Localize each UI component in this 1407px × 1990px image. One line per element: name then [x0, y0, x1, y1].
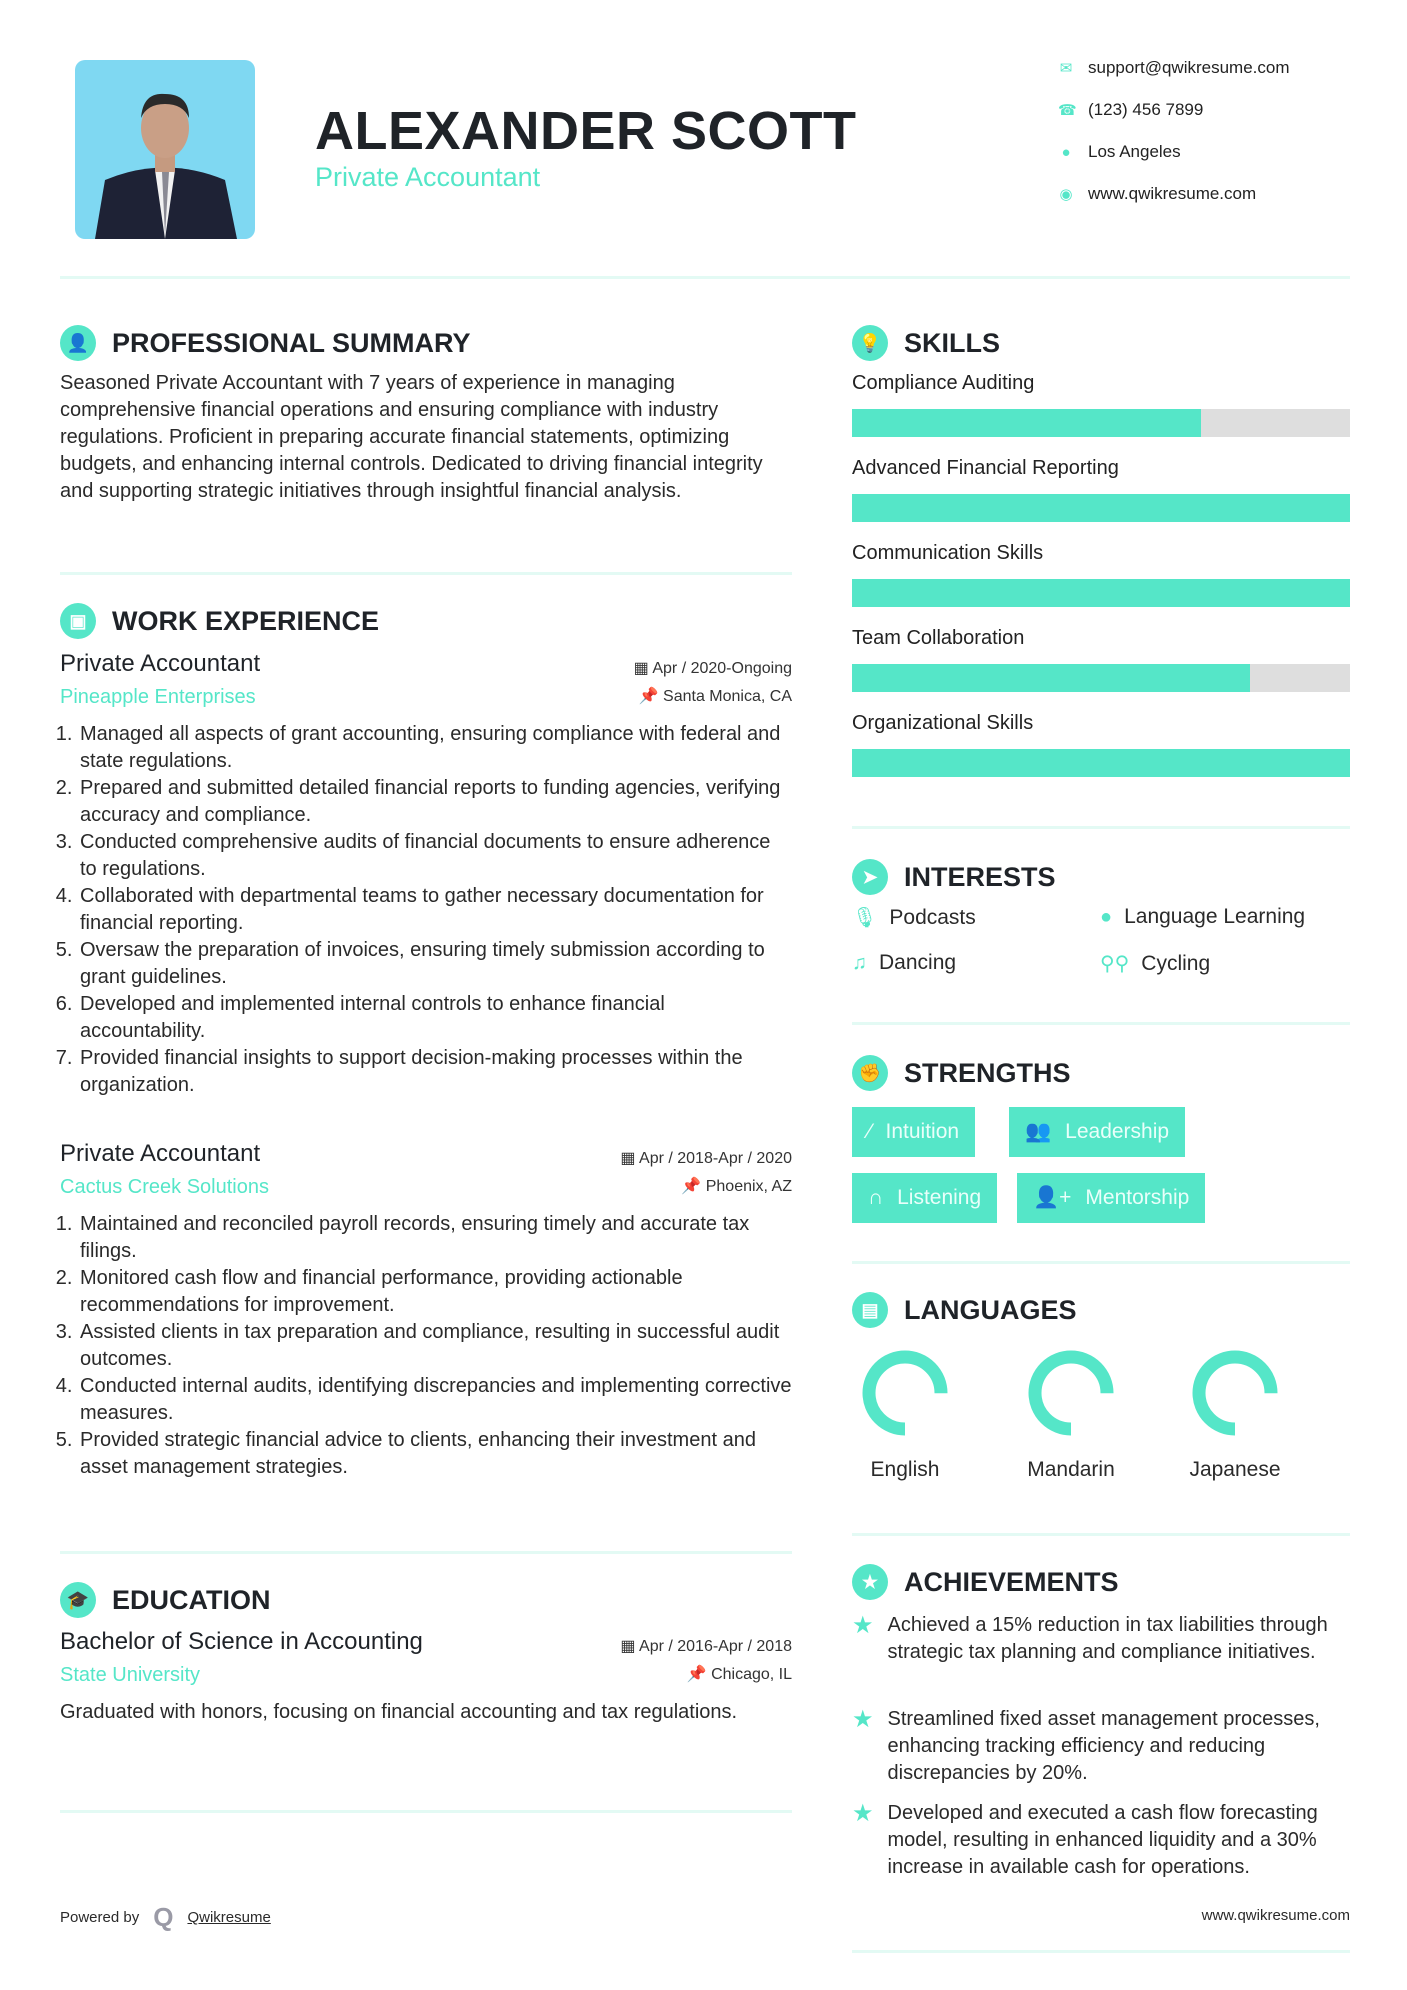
language-item — [1001, 1345, 1141, 1482]
interest-item — [852, 951, 956, 975]
contact-text: www.qwikresume.com — [1088, 184, 1257, 203]
contact-text: Los Angeles — [1088, 142, 1181, 161]
heading-text: WORK EXPERIENCE — [112, 605, 380, 636]
degree: Bachelor of Science in Accounting — [60, 1628, 423, 1655]
powered-by-label: Powered by — [60, 1909, 140, 1926]
briefcase-icon: ▣ — [60, 603, 96, 639]
globe-icon: ● — [1100, 905, 1113, 928]
divider — [60, 1551, 792, 1554]
language-label: Japanese — [1189, 1458, 1281, 1481]
phone-icon: ☎ — [1058, 102, 1077, 119]
section-heading-education — [60, 1582, 271, 1618]
bicycle-icon: ⚲⚲ — [1100, 953, 1130, 975]
skill-item — [852, 712, 1350, 777]
job-entry — [60, 1140, 792, 1481]
section-heading-interests — [852, 859, 1056, 895]
star-icon: ★ — [852, 1612, 874, 1639]
heading-text: STRENGTHS — [904, 1057, 1071, 1088]
skill-label: Team Collaboration — [852, 627, 1025, 649]
list-item: 3. Conducted comprehensive audits of financial documents to ensure adherence to regulations. — [78, 829, 792, 883]
divider — [60, 572, 792, 575]
section-heading-strengths — [852, 1055, 1071, 1091]
job-entry — [60, 650, 792, 1099]
summary-text: Seasoned Private Accountant with 7 years of experience in managing comprehensive financial operations and ensuring compliance with industry regulations. Proficient in preparing accurate financial statements, optimizing budgets, and enhancing internal controls. Dedicated to driving financial integrity and supporting strategic initiatives through insightful financial analysis. — [60, 372, 763, 502]
list-item: 7. Provided financial insights to support decision-making processes within the organization. — [78, 1045, 792, 1099]
strength-label: Mentorship — [1085, 1186, 1190, 1209]
job-company: Cactus Creek Solutions — [60, 1176, 269, 1198]
footer-powered-by — [60, 1902, 271, 1933]
achievement-item — [852, 1612, 1352, 1666]
divider — [60, 1810, 792, 1813]
strength-chip — [1009, 1107, 1185, 1157]
user-plus-icon: 👤+ — [1033, 1186, 1072, 1209]
skill-item — [852, 457, 1350, 522]
job-location: Phoenix, AZ — [705, 1178, 792, 1195]
job-date: Apr / 2020-Ongoing — [652, 660, 792, 677]
skill-bar-fill — [852, 409, 1201, 437]
strength-label: Listening — [897, 1186, 982, 1209]
list-item: 1. Maintained and reconciled payroll records, ensuring timely and accurate tax filings. — [78, 1211, 792, 1265]
language-item — [835, 1345, 975, 1482]
job-date: Apr / 2018-Apr / 2020 — [639, 1150, 792, 1167]
language-level-ring — [1001, 1345, 1141, 1441]
language-level-ring — [835, 1345, 975, 1441]
heading-text: PROFESSIONAL SUMMARY — [112, 327, 471, 358]
fist-icon: ✊ — [852, 1055, 888, 1091]
achievement-text: Achieved a 15% reduction in tax liabilities through strategic tax planning and compliance initiatives. — [887, 1614, 1328, 1663]
divider — [852, 826, 1350, 829]
star-icon: ★ — [852, 1800, 874, 1827]
language-card-icon: ▤ — [852, 1292, 888, 1328]
job-duties — [60, 721, 792, 1099]
magic-wand-icon: ⁄ — [868, 1120, 872, 1143]
pin-icon: 📌 — [681, 1178, 706, 1195]
skill-label: Organizational Skills — [852, 712, 1034, 734]
skill-bar-fill — [852, 749, 1350, 777]
language-level-arc — [869, 1357, 941, 1429]
school: State University — [60, 1664, 201, 1686]
footer-website[interactable]: www.qwikresume.com — [1201, 1907, 1350, 1924]
list-item: 4. Collaborated with departmental teams to gather necessary documentation for financial reporting. — [78, 883, 792, 937]
interest-item — [1100, 905, 1305, 929]
contact-email[interactable] — [1058, 58, 1290, 78]
paper-plane-icon: ➤ — [852, 859, 888, 895]
qwikresume-logo-icon: Q — [153, 1902, 174, 1932]
pin-icon: 📌 — [686, 1666, 712, 1683]
heading-text: INTERESTS — [904, 861, 1056, 892]
section-heading-achievements — [852, 1564, 1119, 1600]
job-title: Private Accountant — [60, 650, 261, 677]
globe-icon: ◉ — [1059, 186, 1073, 203]
divider — [852, 1022, 1350, 1025]
job-duties — [60, 1211, 792, 1481]
header-divider — [60, 276, 1350, 279]
graduation-icon: 🎓 — [60, 1582, 96, 1618]
heading-text: EDUCATION — [112, 1584, 271, 1615]
users-icon: 👥 — [1025, 1120, 1052, 1143]
achievement-text: Developed and executed a cash flow forecasting model, resulting in enhanced liquidity and a 30% increase in available cash for operations. — [887, 1802, 1318, 1878]
skill-label: Communication Skills — [852, 542, 1044, 564]
profile-photo — [75, 60, 255, 239]
language-label: Mandarin — [1027, 1458, 1115, 1481]
divider — [852, 1261, 1350, 1264]
list-item: 5. Oversaw the preparation of invoices, ensuring timely submission according to grant guidelines. — [78, 937, 792, 991]
strength-chip — [852, 1173, 997, 1223]
list-item: 2. Prepared and submitted detailed financial reports to funding agencies, verifying accuracy and compliance. — [78, 775, 792, 829]
list-item: 3. Assisted clients in tax preparation and compliance, resulting in successful audit outcomes. — [78, 1319, 792, 1373]
pin-icon: 📌 — [638, 688, 664, 705]
section-heading-languages — [852, 1292, 1077, 1328]
achievement-item — [852, 1706, 1352, 1787]
heading-text: ACHIEVEMENTS — [904, 1566, 1119, 1597]
interest-item — [852, 905, 976, 930]
star-badge-icon: ★ — [852, 1564, 888, 1600]
list-item: 6. Developed and implemented internal controls to enhance financial accountability. — [78, 991, 792, 1045]
achievement-text: Streamlined fixed asset management processes, enhancing tracking efficiency and reducing discrepancies by 20%. — [887, 1708, 1320, 1784]
lightbulb-icon: 💡 — [852, 325, 888, 361]
interest-label: Cycling — [1141, 951, 1211, 975]
skill-item — [852, 372, 1350, 437]
education-location: Chicago, IL — [711, 1666, 792, 1683]
skill-bar — [852, 409, 1350, 437]
heading-text: SKILLS — [904, 327, 1001, 358]
candidate-name: ALEXANDER SCOTT — [315, 101, 857, 161]
candidate-title: Private Accountant — [315, 162, 541, 192]
list-item: 4. Conducted internal audits, identifying discrepancies and implementing corrective measures. — [78, 1373, 792, 1427]
skill-item — [852, 542, 1350, 607]
contact-phone[interactable] — [1058, 100, 1203, 120]
skill-bar-fill — [852, 664, 1250, 692]
contact-website[interactable] — [1058, 184, 1256, 204]
language-item — [1165, 1345, 1305, 1482]
skill-bar-fill — [852, 579, 1350, 607]
list-item: 5. Provided strategic financial advice to clients, enhancing their investment and asset management strategies. — [78, 1427, 792, 1481]
job-title: Private Accountant — [60, 1140, 261, 1167]
interest-item — [1100, 951, 1210, 976]
skill-bar — [852, 749, 1350, 777]
education-entry — [60, 1628, 792, 1726]
section-heading-summary — [60, 325, 471, 361]
mail-icon: ✉ — [1059, 60, 1073, 77]
skill-bar-fill — [852, 494, 1350, 522]
skill-bar — [852, 494, 1350, 522]
job-location: Santa Monica, CA — [663, 688, 792, 705]
achievement-item — [852, 1800, 1352, 1881]
brand-link[interactable]: Qwikresume — [187, 1909, 271, 1926]
microphone-icon: 🎙 — [852, 907, 878, 929]
calendar-icon: ▦ — [633, 660, 653, 677]
contact-text: support@qwikresume.com — [1088, 58, 1290, 77]
calendar-icon: ▦ — [620, 1150, 640, 1167]
list-item: 2. Monitored cash flow and financial performance, providing actionable recommendations for improvement. — [78, 1265, 792, 1319]
section-heading-skills — [852, 325, 1000, 361]
contact-text: (123) 456 7899 — [1088, 100, 1204, 119]
skill-label: Advanced Financial Reporting — [852, 457, 1119, 479]
star-icon: ★ — [852, 1706, 874, 1733]
list-item: 1. Managed all aspects of grant accounting, ensuring compliance with federal and state regulations. — [78, 721, 792, 775]
contact-location — [1058, 142, 1181, 162]
skill-bar — [852, 664, 1350, 692]
interest-label: Podcasts — [889, 905, 976, 929]
education-date: Apr / 2016-Apr / 2018 — [639, 1638, 792, 1655]
strength-chip — [1017, 1173, 1205, 1223]
strength-chip — [852, 1107, 975, 1157]
location-icon: ● — [1061, 143, 1071, 161]
headphones-icon: ∩ — [868, 1186, 884, 1209]
strength-label: Intuition — [885, 1120, 960, 1143]
skill-bar — [852, 579, 1350, 607]
job-company: Pineapple Enterprises — [60, 686, 256, 708]
divider — [852, 1533, 1350, 1536]
interest-label: Language Learning — [1124, 905, 1306, 928]
strength-label: Leadership — [1065, 1120, 1170, 1143]
skill-item — [852, 627, 1350, 692]
language-level-arc — [1199, 1357, 1271, 1429]
user-icon: 👤 — [60, 325, 96, 361]
section-heading-work — [60, 603, 379, 639]
calendar-icon: ▦ — [620, 1638, 640, 1655]
divider — [852, 1950, 1350, 1953]
heading-text: LANGUAGES — [904, 1294, 1077, 1325]
language-level-arc — [1035, 1357, 1107, 1429]
interest-label: Dancing — [879, 951, 957, 974]
language-level-ring — [1165, 1345, 1305, 1441]
language-label: English — [870, 1458, 940, 1481]
music-icon: ♫ — [852, 951, 867, 974]
education-description: Graduated with honors, focusing on financial accounting and tax regulations. — [60, 1701, 738, 1723]
skill-label: Compliance Auditing — [852, 372, 1035, 394]
